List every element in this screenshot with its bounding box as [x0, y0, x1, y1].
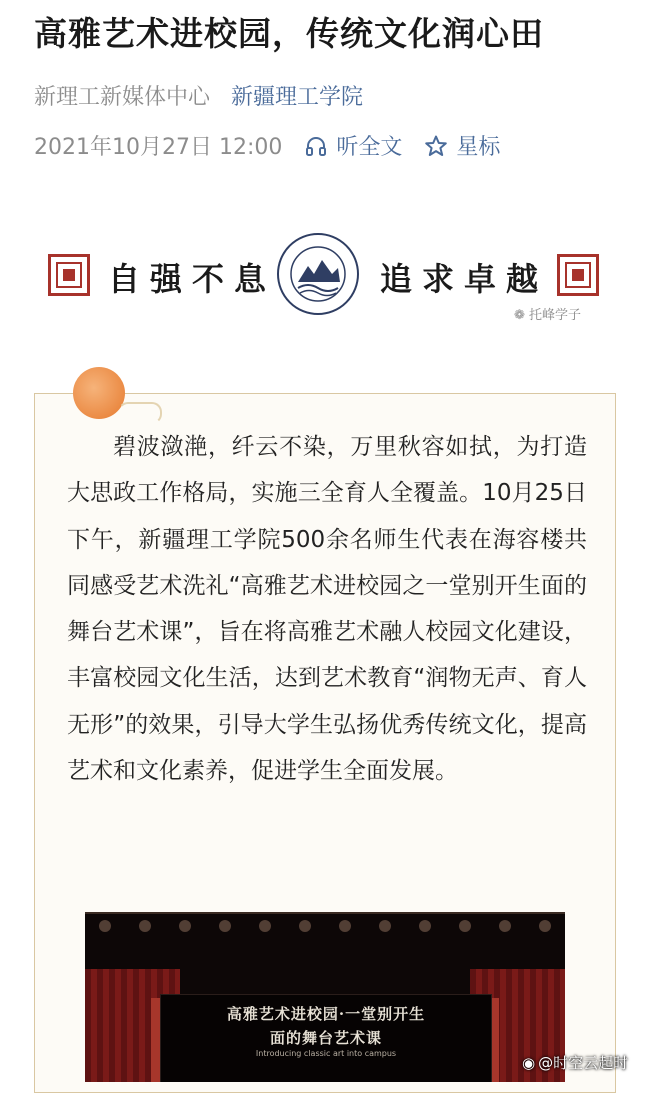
screen-line-1: 高雅艺术进校园·一堂别开生 [226, 1005, 426, 1023]
star-icon [424, 134, 448, 158]
article-paragraph: 碧波潋滟，纤云不染，万里秋容如拭，为打造大思政工作格局，实施三全育人全覆盖。10月25日下午，新疆理工学院500余名师生代表在海容楼共同感受艺术洗礼“高雅艺术进校园之一堂别开生面的舞台艺术课”，旨在将高雅艺术融人校园文化建设，丰富校园文化生活，达到艺术教育“润物无声、育人无形”的效果，引导大学生弘扬优秀传统文化，提高艺术和文化素养，促进学生全面发展。 [67, 434, 587, 785]
weibo-watermark [522, 1052, 628, 1073]
motto-left: 自强不息 [108, 260, 277, 298]
seal-ornament-right [557, 254, 599, 296]
listen-label: 听全文 [336, 135, 403, 160]
article-meta-line [34, 130, 500, 161]
publish-datetime: 2021年10月27日 12:00 [34, 135, 283, 160]
stage-screen [160, 994, 492, 1082]
seal-ornament-left [48, 254, 90, 296]
motto-right: 追求卓越 [380, 260, 549, 298]
account-link[interactable]: 新疆理工学院 [231, 85, 364, 110]
watermark-text: 托峰学子 [529, 308, 582, 323]
school-emblem-icon [276, 232, 360, 316]
source-name: 新理工新媒体中心 [34, 85, 211, 110]
wechat-icon: ❁ [514, 308, 525, 323]
weibo-icon: ◉ [522, 1053, 536, 1072]
listen-button[interactable] [304, 130, 402, 161]
ceiling-lights [85, 920, 565, 950]
article-title: 高雅艺术进校园，传统文化润心田 [34, 14, 544, 53]
stage-photo[interactable] [85, 912, 565, 1082]
article-source-line [34, 80, 363, 111]
headphones-icon [304, 134, 328, 158]
star-button[interactable] [424, 130, 500, 161]
weibo-watermark-text: @时空云起时 [538, 1054, 629, 1072]
star-label: 星标 [456, 135, 501, 160]
wechat-watermark [514, 304, 581, 323]
screen-line-3: Introducing classic art into campus [255, 1049, 397, 1058]
motto-banner [0, 232, 649, 332]
screen-line-2: 面的舞台艺术课 [269, 1029, 382, 1047]
cloud-ornament [118, 402, 162, 424]
